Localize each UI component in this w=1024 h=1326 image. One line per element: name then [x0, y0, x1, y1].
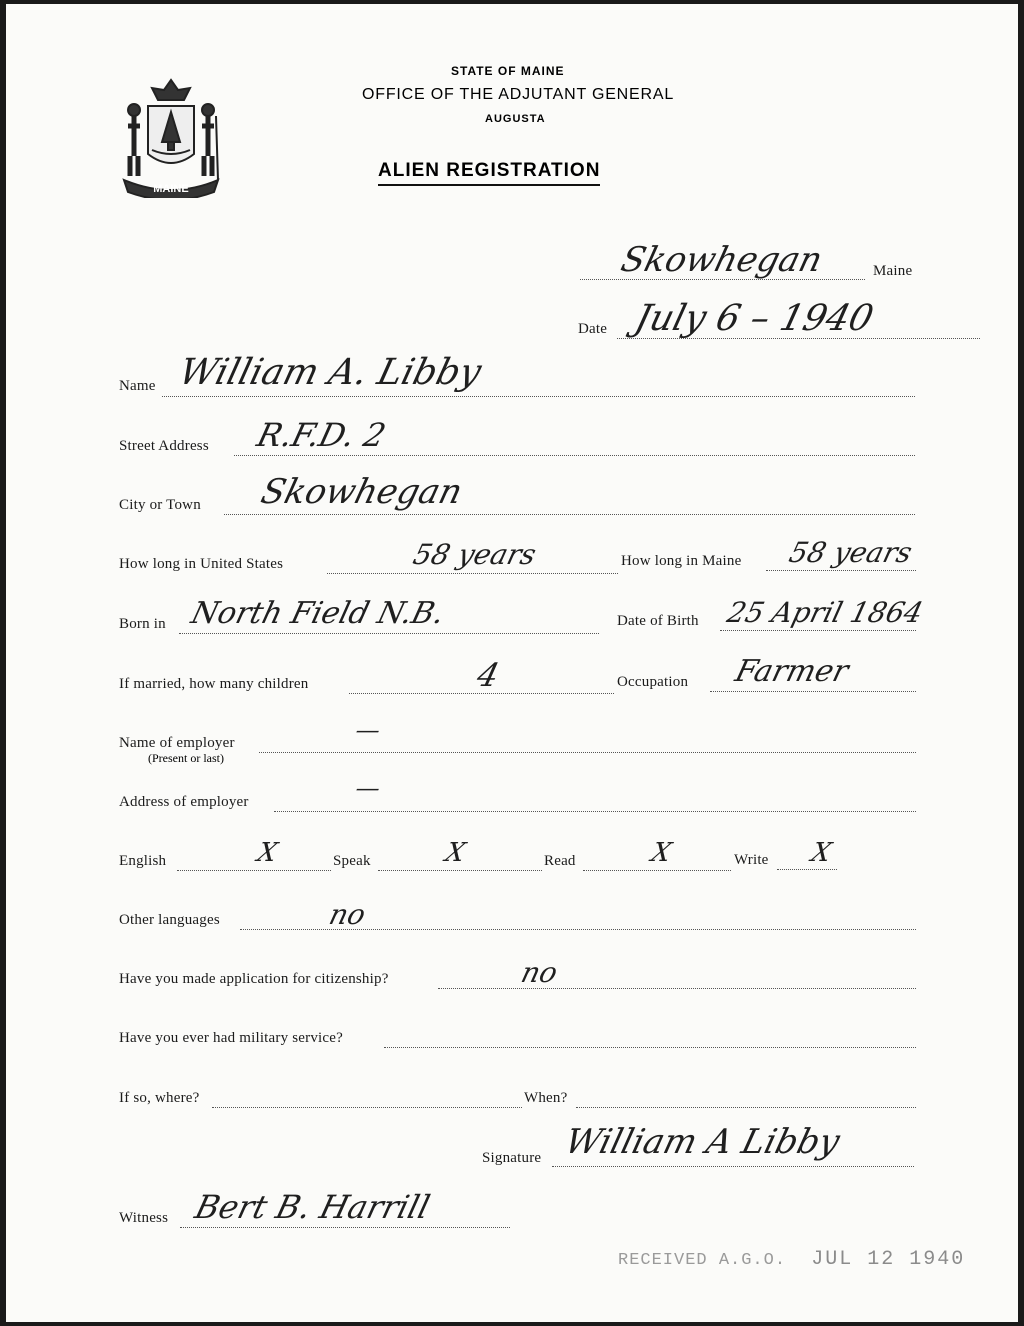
name-label: Name — [119, 378, 156, 394]
citizenship-value: no — [517, 956, 562, 989]
received-stamp — [618, 1248, 965, 1271]
children-label: If married, how many children — [119, 676, 309, 692]
where-line — [212, 1107, 522, 1108]
svg-text:MAINE: MAINE — [153, 183, 189, 195]
state-heading: STATE OF MAINE — [451, 64, 565, 78]
employer-name-line — [259, 752, 916, 753]
how-long-maine-label: How long in Maine — [621, 553, 742, 569]
maine-suffix: Maine — [873, 263, 913, 279]
english-line — [177, 870, 331, 871]
children-value: 4 — [473, 656, 504, 694]
employer-name-sublabel: (Present or last) — [148, 751, 224, 765]
other-languages-label: Other languages — [119, 912, 220, 928]
speak-value: X — [442, 838, 469, 868]
occupation-line — [710, 691, 916, 692]
read-value: X — [648, 838, 675, 868]
witness-line — [180, 1227, 510, 1228]
signature-value: William A Libby — [561, 1122, 844, 1162]
city-label: City or Town — [119, 497, 201, 513]
signature-label: Signature — [482, 1150, 542, 1166]
how-long-maine-value: 58 years — [785, 536, 916, 569]
read-label: Read — [544, 853, 576, 869]
write-line — [777, 869, 837, 870]
how-long-us-label: How long in United States — [119, 556, 284, 572]
speak-label: Speak — [333, 853, 371, 869]
witness-value: Bert B. Harrill — [191, 1188, 434, 1226]
employer-name-value: — — [352, 716, 384, 744]
stamp-date: JUL 12 1940 — [811, 1248, 966, 1271]
how-long-us-value: 58 years — [409, 538, 540, 571]
citizenship-label: Have you made application for citizenship? — [119, 971, 389, 987]
street-line — [234, 455, 915, 456]
born-in-line — [179, 633, 599, 634]
street-value: R.F.D. 2 — [253, 416, 390, 454]
street-label: Street Address — [119, 438, 209, 454]
english-label: English — [119, 853, 167, 869]
form-page — [6, 4, 1018, 1322]
signature-line — [552, 1166, 914, 1167]
city-heading: AUGUSTA — [485, 113, 546, 125]
citizenship-line — [438, 988, 916, 989]
where-label: If so, where? — [119, 1090, 200, 1106]
employer-name-label: Name of employer — [119, 735, 235, 751]
how-long-us-line — [327, 573, 618, 574]
military-label: Have you ever had military service? — [119, 1030, 343, 1046]
occupation-value: Farmer — [731, 654, 852, 689]
date-label: Date — [578, 321, 608, 337]
stamp-text: RECEIVED A.G.O. — [618, 1251, 787, 1270]
write-value: X — [808, 838, 835, 868]
office-heading: OFFICE OF THE ADJUTANT GENERAL — [362, 86, 675, 103]
write-label: Write — [734, 852, 769, 868]
occupation-label: Occupation — [617, 674, 689, 690]
born-in-label: Born in — [119, 616, 166, 632]
name-value: William A. Libby — [174, 352, 486, 393]
city-value: Skowhegan — [257, 472, 467, 512]
speak-line — [378, 870, 542, 871]
witness-label: Witness — [119, 1210, 169, 1226]
when-line — [576, 1107, 916, 1108]
how-long-maine-line — [766, 570, 916, 571]
maine-state-seal-icon — [118, 76, 224, 198]
military-line — [384, 1047, 916, 1048]
date-of-birth-value: 25 April 1864 — [723, 596, 927, 629]
born-in-value: North Field N.B. — [187, 596, 448, 631]
date-of-birth-line — [720, 630, 916, 631]
read-line — [583, 870, 731, 871]
form-title: ALIEN REGISTRATION — [378, 160, 600, 186]
place-value: Skowhegan — [617, 240, 827, 280]
date-value: July 6 – 1940 — [630, 298, 878, 339]
other-languages-value: no — [325, 898, 370, 931]
when-label: When? — [524, 1090, 568, 1106]
date-of-birth-label: Date of Birth — [617, 613, 699, 629]
english-value: X — [254, 838, 281, 868]
employer-address-value: — — [352, 774, 384, 802]
city-line — [224, 514, 915, 515]
name-line — [162, 396, 915, 397]
employer-address-line — [274, 811, 916, 812]
employer-address-label: Address of employer — [119, 794, 249, 810]
